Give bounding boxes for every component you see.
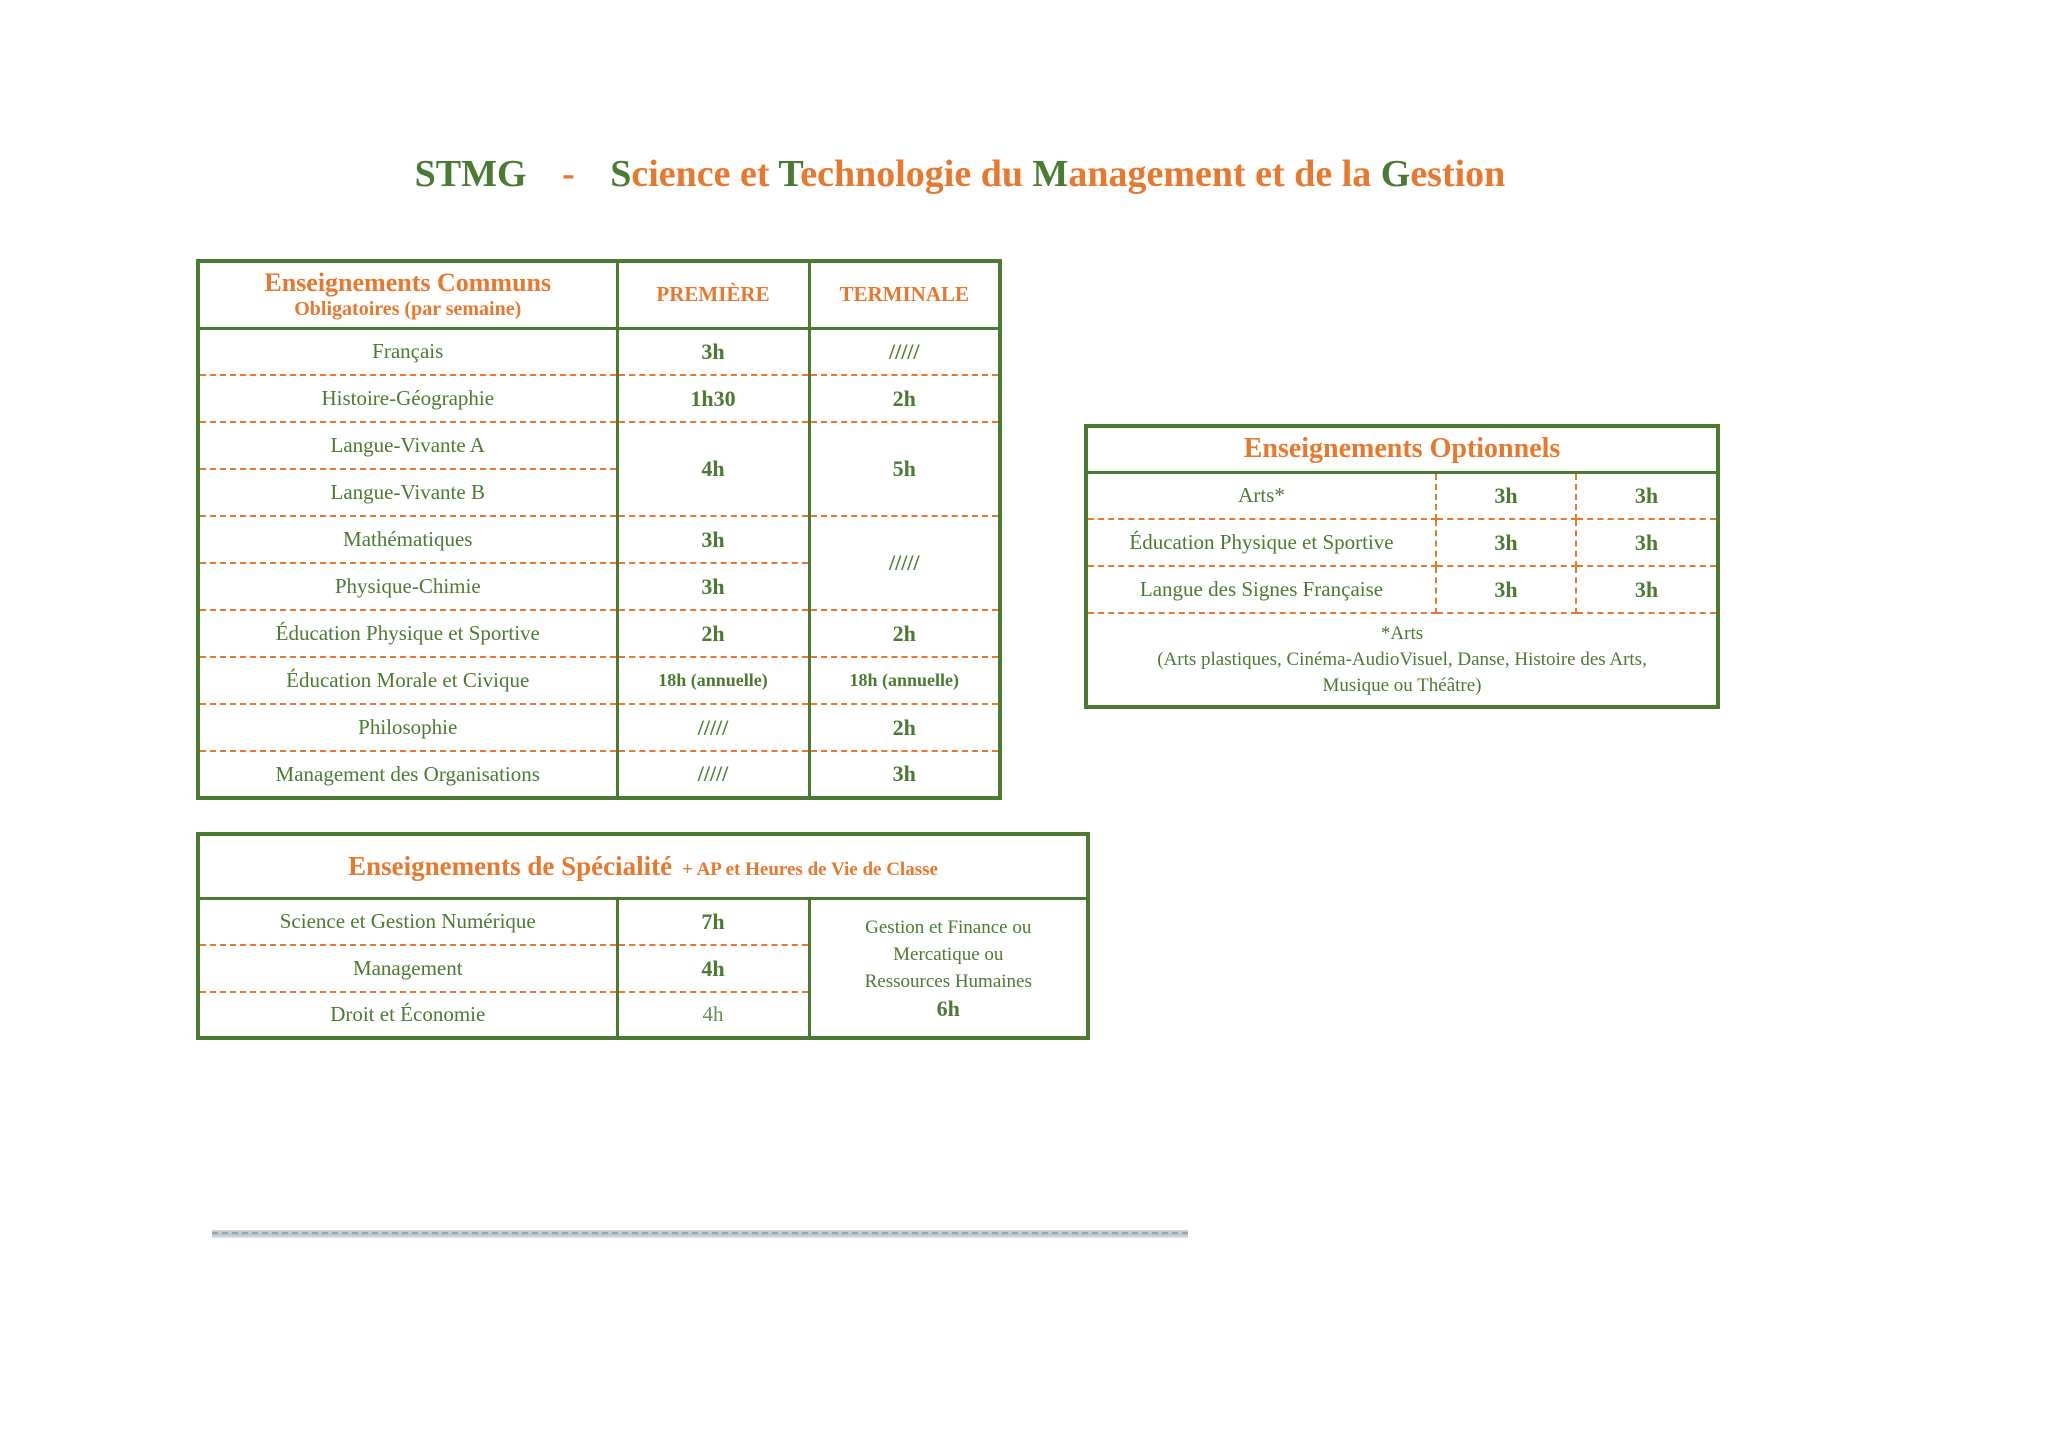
specialite-terminale-cell bbox=[809, 898, 1088, 1038]
premiere-cell: 3h bbox=[617, 516, 809, 563]
terminale-cell-merged: ///// bbox=[809, 516, 1000, 610]
arts-footnote-title: *Arts bbox=[1380, 622, 1424, 644]
premiere-cell: 3h bbox=[617, 328, 809, 375]
subject-cell: Arts* bbox=[1086, 472, 1436, 519]
terminale-cell: 2h bbox=[809, 610, 1000, 657]
premiere-cell: 1h30 bbox=[617, 375, 809, 422]
arts-footnote-line: (Arts plastiques, Cinéma-AudioVisuel, Danse, Histoire des Arts, bbox=[1157, 648, 1647, 670]
subject-cell: Philosophie bbox=[198, 704, 617, 751]
optionnels-header-row bbox=[1086, 426, 1718, 472]
premiere-cell: 3h bbox=[1436, 472, 1576, 519]
table-row bbox=[198, 375, 1000, 422]
table-row bbox=[198, 704, 1000, 751]
specialite-terminale-line: Mercatique ou bbox=[893, 943, 1004, 965]
title-cap-g: G bbox=[1380, 153, 1411, 195]
premiere-cell: 18h (annuelle) bbox=[617, 657, 809, 704]
title-word-management: anagement et de la bbox=[1068, 153, 1381, 195]
terminale-cell: 18h (annuelle) bbox=[809, 657, 1000, 704]
arts-footnote bbox=[1086, 613, 1718, 707]
specialite-terminale-line: Ressources Humaines bbox=[864, 970, 1032, 992]
subject-cell: Éducation Physique et Sportive bbox=[1086, 519, 1436, 566]
premiere-cell: 4h bbox=[617, 945, 809, 992]
scan-artifact-line bbox=[212, 1230, 1188, 1238]
premiere-cell: 3h bbox=[1436, 566, 1576, 613]
col-header-terminale: TERMINALE bbox=[809, 261, 1000, 328]
title-abbreviation: STMG bbox=[414, 153, 527, 195]
table-row bbox=[198, 898, 1088, 945]
premiere-cell-merged: 4h bbox=[617, 422, 809, 516]
communs-header bbox=[198, 261, 617, 328]
optionnels-note-row bbox=[1086, 613, 1718, 707]
terminale-cell: 3h bbox=[1576, 519, 1718, 566]
subject-cell: Science et Gestion Numérique bbox=[198, 898, 617, 945]
specialite-table bbox=[196, 832, 1090, 1040]
table-row bbox=[198, 422, 1000, 469]
title-word-science: cience et bbox=[631, 153, 779, 195]
terminale-cell: 2h bbox=[809, 704, 1000, 751]
terminale-cell: 3h bbox=[892, 761, 916, 786]
table-row bbox=[1086, 566, 1718, 613]
table-row bbox=[198, 516, 1000, 563]
terminale-cell: 3h bbox=[1576, 566, 1718, 613]
table-row bbox=[198, 328, 1000, 375]
specialite-header-row bbox=[198, 834, 1088, 898]
title-word-gestion: estion bbox=[1410, 153, 1506, 195]
subject-cell: Français bbox=[198, 328, 617, 375]
subject-cell: Management bbox=[198, 945, 617, 992]
col-header-premiere: PREMIÈRE bbox=[617, 261, 809, 328]
optionnels-table bbox=[1084, 424, 1720, 709]
subject-cell: Droit et Économie bbox=[198, 992, 617, 1038]
communs-table bbox=[196, 259, 1002, 800]
subject-cell: Langue-Vivante B bbox=[198, 469, 617, 516]
table-row bbox=[1086, 472, 1718, 519]
subject-cell: Langue des Signes Française bbox=[1086, 566, 1436, 613]
subject-cell: Management des Organisations bbox=[198, 751, 617, 798]
premiere-cell: 3h bbox=[1436, 519, 1576, 566]
subject-cell: Physique-Chimie bbox=[198, 563, 617, 610]
terminale-cell: ///// bbox=[809, 328, 1000, 375]
title-dash: - bbox=[562, 153, 575, 195]
subject-cell: Éducation Morale et Civique bbox=[198, 657, 617, 704]
table-row bbox=[1086, 519, 1718, 566]
specialite-header-subtitle: + AP et Heures de Vie de Classe bbox=[682, 858, 938, 880]
premiere-cell: 2h bbox=[617, 610, 809, 657]
terminale-cell-merged: 5h bbox=[809, 422, 1000, 516]
communs-header-row bbox=[198, 261, 1000, 328]
communs-header-subtitle: Obligatoires (par semaine) bbox=[294, 297, 522, 320]
terminale-cell: 3h bbox=[1576, 472, 1718, 519]
terminale-cell: 2h bbox=[809, 375, 1000, 422]
subject-cell: Langue-Vivante A bbox=[198, 422, 617, 469]
subject-cell: Histoire-Géographie bbox=[198, 375, 617, 422]
specialite-terminale-line: Gestion et Finance ou bbox=[865, 916, 1032, 938]
page-title bbox=[0, 152, 1920, 196]
table-row bbox=[198, 657, 1000, 704]
optionnels-header: Enseignements Optionnels bbox=[1086, 426, 1718, 472]
premiere-cell: 7h bbox=[617, 898, 809, 945]
premiere-cell: ///// bbox=[617, 704, 809, 751]
specialite-header bbox=[198, 834, 1088, 898]
title-cap-t: T bbox=[778, 153, 801, 195]
premiere-cell: ///// bbox=[617, 751, 809, 798]
specialite-terminale-hours: 6h bbox=[936, 995, 960, 1021]
title-word-technologie: echnologie du bbox=[800, 153, 1033, 195]
title-cap-m: M bbox=[1032, 153, 1069, 195]
subject-cell: Éducation Physique et Sportive bbox=[198, 610, 617, 657]
premiere-cell: 3h bbox=[617, 563, 809, 610]
table-row bbox=[198, 610, 1000, 657]
table-row bbox=[198, 751, 1000, 798]
specialite-header-title: Enseignements de Spécialité bbox=[348, 850, 673, 881]
title-cap-s: S bbox=[610, 153, 632, 195]
arts-footnote-line: Musique ou Théâtre) bbox=[1322, 674, 1482, 696]
communs-header-title: Enseignements Communs bbox=[264, 267, 552, 297]
subject-cell: Mathématiques bbox=[198, 516, 617, 563]
premiere-cell: 4h bbox=[617, 992, 809, 1038]
